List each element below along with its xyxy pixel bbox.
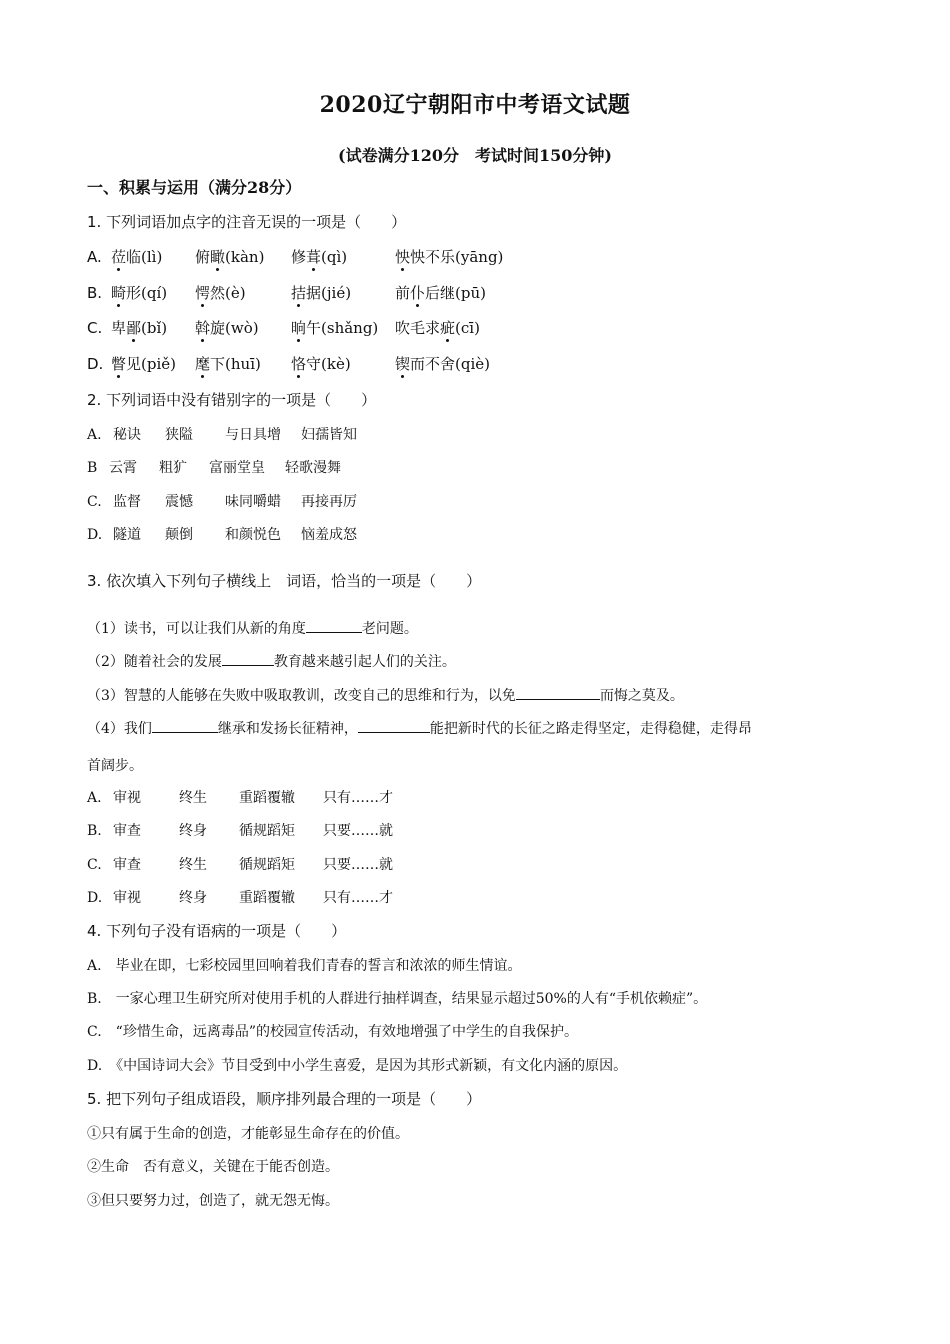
answer-blank [152, 718, 218, 733]
word-item: 前仆后继(pū) [395, 284, 486, 302]
q3-sentence-4-cont: 首阔步。 [87, 758, 143, 774]
word: 粗犷 [159, 460, 187, 476]
q1-option-b [87, 283, 486, 303]
question-3-stem: 3. 依次填入下列句子横线上 词语，恰当的一项是（ ） [87, 572, 482, 590]
q3-option-a [87, 788, 393, 808]
q2-option-d [87, 525, 357, 545]
word-item: 锲而不舍(qiè) [395, 355, 490, 373]
section-heading: 一、积累与运用（满分28分） [87, 178, 302, 197]
word: 只要……就 [323, 857, 393, 873]
q3-sentence-1: （1）读书，可以让我们从新的角度 老问题。 [87, 618, 418, 639]
word: 终身 [179, 890, 207, 906]
word-item: 吹毛求疵(cī) [395, 319, 480, 337]
answer-blank [516, 685, 600, 700]
word-item: 卑鄙(bǐ) [111, 319, 168, 337]
page-title: 2020辽宁朝阳市中考语文试题 [319, 92, 631, 118]
word: 秘诀 [113, 427, 141, 443]
word: 只有……才 [323, 890, 393, 906]
q2-option-c [87, 492, 357, 512]
word: 轻歌漫舞 [285, 460, 341, 476]
q3-sentence-2: （2）随着社会的发展 教育越来越引起人们的关注。 [87, 651, 456, 672]
q5-sentence-1: ①只有属于生命的创造，才能彰显生命存在的价值。 [87, 1126, 409, 1142]
word: 妇孺皆知 [301, 427, 357, 443]
word: 颠倒 [165, 527, 193, 543]
question-2-stem: 2. 下列词语中没有错别字的一项是（ ） [87, 391, 377, 409]
option-letter: D. [87, 355, 104, 373]
option-letter: B. [87, 823, 102, 839]
word-item: 愕然(è) [195, 284, 246, 302]
word-item: 拮据(jié) [291, 284, 352, 302]
option-letter: A. [87, 248, 102, 266]
q1-option-d [87, 354, 490, 374]
word: 震憾 [165, 494, 193, 510]
q4-option-b: B. 一家心理卫生研究所对使用手机的人群进行抽样调查，结果显示超过50%的人有“手机依赖症”。 [87, 991, 708, 1007]
option-letter: C. [87, 494, 102, 510]
word: 和颜悦色 [225, 527, 281, 543]
word: 隧道 [113, 527, 141, 543]
word-item: 晌午(shǎng) [291, 319, 379, 337]
option-letter: C. [87, 319, 103, 337]
word: 审查 [113, 823, 141, 839]
word: 终生 [179, 790, 207, 806]
option-letter: B [87, 460, 98, 476]
option-letter: A. [87, 790, 102, 806]
q3-option-c [87, 855, 393, 875]
q1-option-c [87, 318, 480, 338]
q1-option-a [87, 247, 503, 267]
word: 循规蹈矩 [239, 857, 295, 873]
word: 审查 [113, 857, 141, 873]
word-item: 俯瞰(kàn) [195, 248, 265, 266]
q3-option-d [87, 888, 393, 908]
word: 重蹈覆辙 [239, 890, 295, 906]
option-letter: B. [87, 284, 103, 302]
word: 狭隘 [165, 427, 193, 443]
word: 再接再厉 [301, 494, 357, 510]
word: 重蹈覆辙 [239, 790, 295, 806]
word: 味同嚼蜡 [225, 494, 281, 510]
answer-blank [358, 718, 430, 733]
word-item: 斡旋(wò) [195, 319, 259, 337]
word: 终身 [179, 823, 207, 839]
question-5-stem: 5. 把下列句子组成语段，顺序排列最合理的一项是（ ） [87, 1090, 482, 1108]
word: 富丽堂皇 [209, 460, 265, 476]
answer-blank [222, 651, 274, 666]
word-item: 恪守(kè) [291, 355, 351, 373]
word: 恼羞成怒 [301, 527, 357, 543]
word: 与日具增 [225, 427, 281, 443]
word: 终生 [179, 857, 207, 873]
answer-blank [306, 618, 362, 633]
word: 循规蹈矩 [239, 823, 295, 839]
q4-option-a: A. 毕业在即，七彩校园里回响着我们青春的誓言和浓浓的师生情谊。 [87, 958, 522, 974]
option-letter: C. [87, 857, 102, 873]
word-item: 麾下(huī) [195, 355, 261, 373]
word: 监督 [113, 494, 141, 510]
word: 审视 [113, 890, 141, 906]
q4-option-d: D. 《中国诗词大会》节目受到中小学生喜爱，是因为其形式新颖，有文化内涵的原因。 [87, 1058, 628, 1074]
page-subtitle: (试卷满分120分 考试时间150分钟) [338, 146, 612, 165]
word: 只有……才 [323, 790, 393, 806]
q3-sentence-3: （3）智慧的人能够在失败中吸取教训，改变自己的思维和行为，以免 而悔之莫及。 [87, 685, 684, 706]
q4-option-c: C. “珍惜生命，远离毒品”的校园宣传活动，有效地增强了中学生的自我保护。 [87, 1024, 578, 1040]
q5-sentence-3: ③但只要努力过，创造了，就无怨无悔。 [87, 1193, 339, 1209]
q2-option-b [87, 458, 341, 478]
option-letter: A. [87, 427, 102, 443]
q2-option-a [87, 425, 357, 445]
q3-sentence-4: （4）我们 继承和发扬长征精神， 能把新时代的长征之路走得坚定，走得稳健，走得昂 [87, 718, 752, 739]
option-letter: D. [87, 527, 103, 543]
word-item: 莅临(lì) [111, 248, 163, 266]
word-item: 怏怏不乐(yāng) [395, 248, 504, 266]
question-1-stem: 1. 下列词语加点字的注音无误的一项是（ ） [87, 213, 407, 231]
word-item: 修葺(qì) [291, 248, 348, 266]
option-letter: D. [87, 890, 103, 906]
word: 云霄 [109, 460, 137, 476]
question-4-stem: 4. 下列句子没有语病的一项是（ ） [87, 922, 347, 940]
q3-option-b [87, 821, 393, 841]
word: 只要……就 [323, 823, 393, 839]
word-item: 瞥见(piě) [111, 355, 176, 373]
word: 审视 [113, 790, 141, 806]
word-item: 畸形(qí) [111, 284, 168, 302]
q5-sentence-2: ②生命 否有意义，关键在于能否创造。 [87, 1159, 339, 1175]
